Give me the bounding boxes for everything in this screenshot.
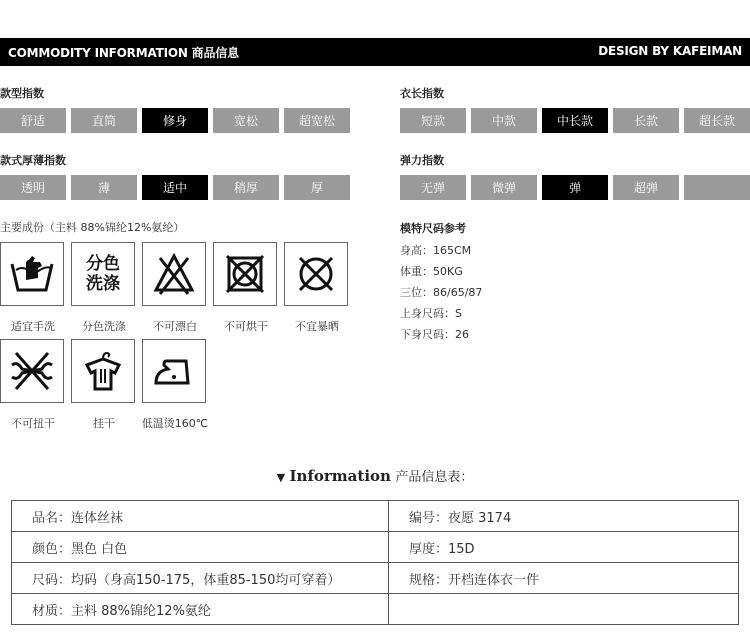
table-row: [12, 532, 739, 563]
separate-wash-label: 分色洗涤: [82, 320, 126, 333]
elasticity-scale: [400, 175, 750, 200]
no-sun-dry-icon: [284, 242, 348, 306]
triangle-down-icon: ▼: [276, 471, 286, 484]
model-line-bottom-size: 下身尺码：26: [400, 328, 469, 341]
fit-option: 超宽松: [284, 108, 350, 133]
no-bleach-label: 不可漂白: [153, 320, 197, 333]
fit-scale: [0, 108, 350, 133]
table-cell: 编号：夜愿 3174: [389, 501, 739, 532]
elasticity-option: 微弹: [471, 175, 537, 200]
no-tumble-dry-label: 不可烘干: [224, 320, 268, 333]
length-label: 衣长指数: [400, 87, 444, 100]
no-sun-dry-label: 不宜暴晒: [295, 320, 339, 333]
table-row: [12, 594, 739, 625]
length-scale: [400, 108, 750, 133]
low-iron-icon: [142, 339, 206, 403]
hand-wash-icon: [0, 242, 64, 306]
hang-dry-label: 挂干: [93, 417, 115, 430]
thickness-option: 薄: [71, 175, 137, 200]
model-title: 模特尺码参考: [400, 222, 466, 235]
header-bar: [0, 38, 750, 66]
separate-wash-icon-text-1: 分色: [86, 254, 120, 274]
thickness-label: 款式厚薄指数: [0, 154, 66, 167]
fit-option: 宽松: [213, 108, 279, 133]
table-row: [12, 563, 739, 594]
info-title: [0, 466, 750, 485]
length-option: 超长款: [684, 108, 750, 133]
info-table: [11, 500, 739, 625]
thickness-scale: [0, 175, 350, 200]
info-title-cn: 产品信息表：: [395, 470, 474, 485]
header-right-title: DESIGN BY KAFEIMAN: [598, 44, 742, 58]
thickness-option: 透明: [0, 175, 66, 200]
fit-option: 直筒: [71, 108, 137, 133]
composition-label: 主要成份（主料 88%锦纶12%氨纶）: [0, 221, 185, 234]
table-cell: 厚度：15D: [389, 532, 739, 563]
elasticity-option: 无弹: [400, 175, 466, 200]
model-line-measurements: 三位：86/65/87: [400, 286, 483, 299]
fit-option: 修身: [142, 108, 208, 133]
hang-dry-icon: [71, 339, 135, 403]
thickness-option: 适中: [142, 175, 208, 200]
model-line-top-size: 上身尺码：S: [400, 307, 462, 320]
table-cell: 规格：开档连体衣一件: [389, 563, 739, 594]
length-option: 短款: [400, 108, 466, 133]
length-option: 长款: [613, 108, 679, 133]
elasticity-label: 弹力指数: [400, 154, 444, 167]
hand-wash-label: 适宜手洗: [11, 320, 55, 333]
fit-option: 舒适: [0, 108, 66, 133]
elasticity-option: 超弹: [613, 175, 679, 200]
no-wring-icon: [0, 339, 64, 403]
length-option: 中长款: [542, 108, 608, 133]
separate-wash-icon: [71, 242, 135, 306]
table-cell: 尺码：均码（身高150-175，体重85-150均可穿着）: [12, 563, 389, 594]
low-iron-label: 低温烫160℃: [141, 417, 209, 430]
length-option: 中款: [471, 108, 537, 133]
table-cell: [389, 594, 739, 625]
separate-wash-icon-text-2: 洗涤: [86, 274, 120, 294]
no-tumble-dry-icon: [213, 242, 277, 306]
thickness-option: 厚: [284, 175, 350, 200]
no-wring-label: 不可扭干: [11, 417, 55, 430]
thickness-option: 稍厚: [213, 175, 279, 200]
table-cell: 颜色：黑色 白色: [12, 532, 389, 563]
fit-label: 款型指数: [0, 87, 44, 100]
model-line-height: 身高：165CM: [400, 244, 472, 257]
table-cell: 品名：连体丝袜: [12, 501, 389, 532]
table-cell: 材质：主料 88%锦纶12%氨纶: [12, 594, 389, 625]
table-row: [12, 501, 739, 532]
model-line-weight: 体重：50KG: [400, 265, 463, 278]
elasticity-option: 弹: [542, 175, 608, 200]
header-left-title: COMMODITY INFORMATION 商品信息: [8, 46, 239, 60]
elasticity-option: [684, 175, 750, 200]
info-title-en: Information: [289, 467, 391, 485]
no-bleach-icon: [142, 242, 206, 306]
